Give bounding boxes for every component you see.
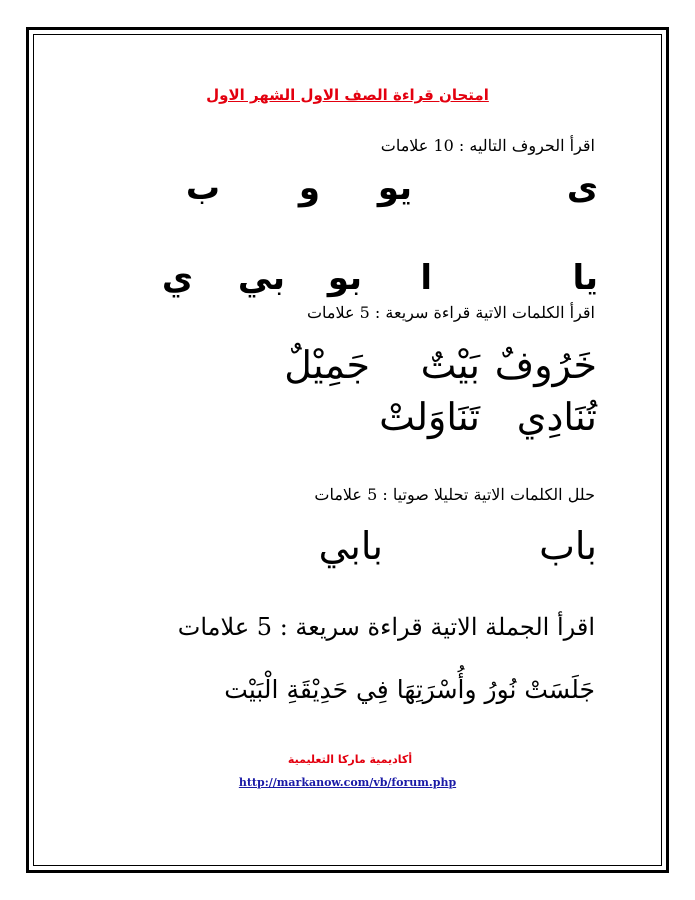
word-item: تَنَاوَلتْ: [379, 395, 480, 439]
letter-item: يو: [377, 168, 412, 208]
letter-item: ى: [566, 168, 598, 208]
sentence-instruction: اقرأ الجملة الاتية قراءة سريعة : 5 علامات: [177, 613, 595, 641]
word-item: بَيْتٌ: [420, 343, 480, 387]
words-instruction: اقرأ الكلمات الاتية قراءة سريعة : 5 علامات: [306, 303, 595, 322]
page-border-inner: [33, 34, 662, 866]
word-item: تُنَادِي: [516, 395, 597, 439]
letter-item: بو: [327, 258, 362, 298]
academy-name: أكاديمية ماركا التعليمية: [287, 753, 413, 766]
reading-sentence: جَلَسَتْ نُورُ وأُسْرَتِهَا فِي حَدِيْقَةِ الْبَيْت: [224, 675, 595, 704]
letter-item: بي: [237, 258, 285, 298]
word-item: بابي: [318, 524, 383, 568]
word-item: جَمِيْلٌ: [284, 343, 370, 387]
analysis-instruction: حلل الكلمات الاتية تحليلا صوتيا : 5 علامات: [314, 485, 595, 504]
letter-item: يا: [572, 258, 598, 298]
forum-link[interactable]: http://markanow.com/vb/forum.php: [238, 776, 457, 789]
word-item: خَرُوفٌ: [494, 343, 597, 387]
word-item: باب: [539, 524, 597, 568]
letter-item: ب: [185, 168, 220, 208]
letter-item: و: [298, 168, 320, 208]
letter-item: ا: [420, 258, 432, 298]
letters-instruction: اقرأ الحروف التاليه : 10 علامات: [380, 136, 595, 155]
exam-title: امتحان قراءة الصف الاول الشهر الاول: [206, 86, 489, 104]
letter-item: ي: [161, 258, 193, 298]
